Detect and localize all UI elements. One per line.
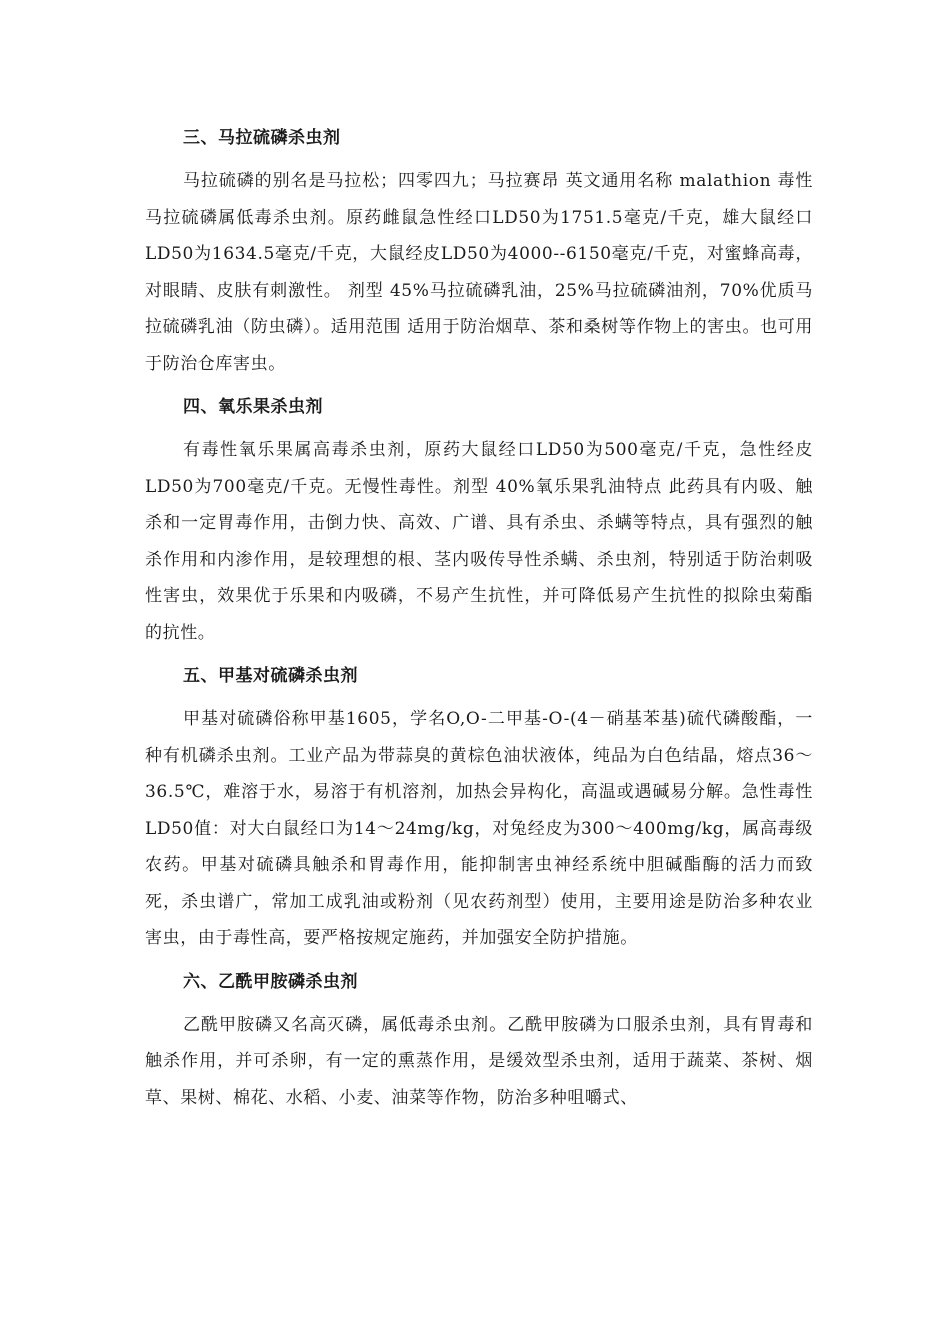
section-paragraph: 有毒性氧乐果属高毒杀虫剂，原药大鼠经口LD50为500毫克/千克，急性经皮LD50为700毫克/千克。无慢性毒性。剂型 40%氧乐果乳油特点 此药具有内吸、触杀和一定胃毒作用，击倒力快、高效、广谱、具有杀虫、杀螨等特点，具有强烈的触杀作用和内渗作用，是较理想的根、茎内吸传导性杀螨、杀虫剂，特别适于防治刺吸性害虫，效果优于乐果和内吸磷，不易产生抗性，并可降低易产生抗性的拟除虫菊酯的抗性。 [145, 440, 813, 643]
section-paragraph: 马拉硫磷的别名是马拉松；四零四九；马拉赛昂 英文通用名称 malathion 毒性 马拉硫磷属低毒杀虫剂。原药雌鼠急性经口LD50为1751.5毫克/千克，雄大鼠经口LD50为1634.5毫克/千克，大鼠经皮LD50为4000--6150毫克/千克，对蜜蜂高毒，对眼睛、皮肤有刺激性。 剂型 45%马拉硫磷乳油，25%马拉硫磷油剂，70%优质马拉硫磷乳油（防虫磷）。适用范围 适用于防治烟草、茶和桑树等作物上的害虫。也可用于防治仓库害虫。 [145, 171, 813, 374]
section-heading: 五、甲基对硫磷杀虫剂 [183, 666, 358, 686]
section-heading: 四、氧乐果杀虫剂 [183, 397, 323, 417]
section-heading: 六、乙酰甲胺磷杀虫剂 [183, 971, 358, 992]
section-paragraph: 甲基对硫磷俗称甲基1605，学名O,O-二甲基-O-(4－硝基苯基)硫代磷酸酯，一种有机磷杀虫剂。工业产品为带蒜臭的黄棕色油状液体，纯品为白色结晶，熔点36～36.5℃，难溶于水，易溶于有机溶剂，加热会异构化，高温或遇碱易分解。急性毒性LD50值：对大白鼠经口为14～24mg/kg，对兔经皮为300～400mg/kg，属高毒级农药。甲基对硫磷具触杀和胃毒作用，能抑制害虫神经系统中胆碱酯酶的活力而致死，杀虫谱广，常加工成乳油或粉剂（见农药剂型）使用，主要用途是防治多种农业害虫，由于毒性高，要严格按规定施药，并加强安全防护措施。 [145, 709, 813, 948]
section-heading: 三、马拉硫磷杀虫剂 [183, 128, 341, 148]
section-acephate [145, 965, 813, 1117]
section-paragraph: 乙酰甲胺磷又名高灭磷，属低毒杀虫剂。乙酰甲胺磷为口服杀虫剂，具有胃毒和触杀作用，并可杀卵，有一定的熏蒸作用，是缓效型杀虫剂，适用于蔬菜、茶树、烟草、果树、棉花、水稻、小麦、油菜等作物，防治多种咀嚼式、 [145, 1014, 813, 1108]
section-omethoate [145, 390, 813, 651]
document-body [145, 121, 813, 1124]
section-methyl-parathion [145, 659, 813, 957]
section-malathion [145, 121, 813, 382]
